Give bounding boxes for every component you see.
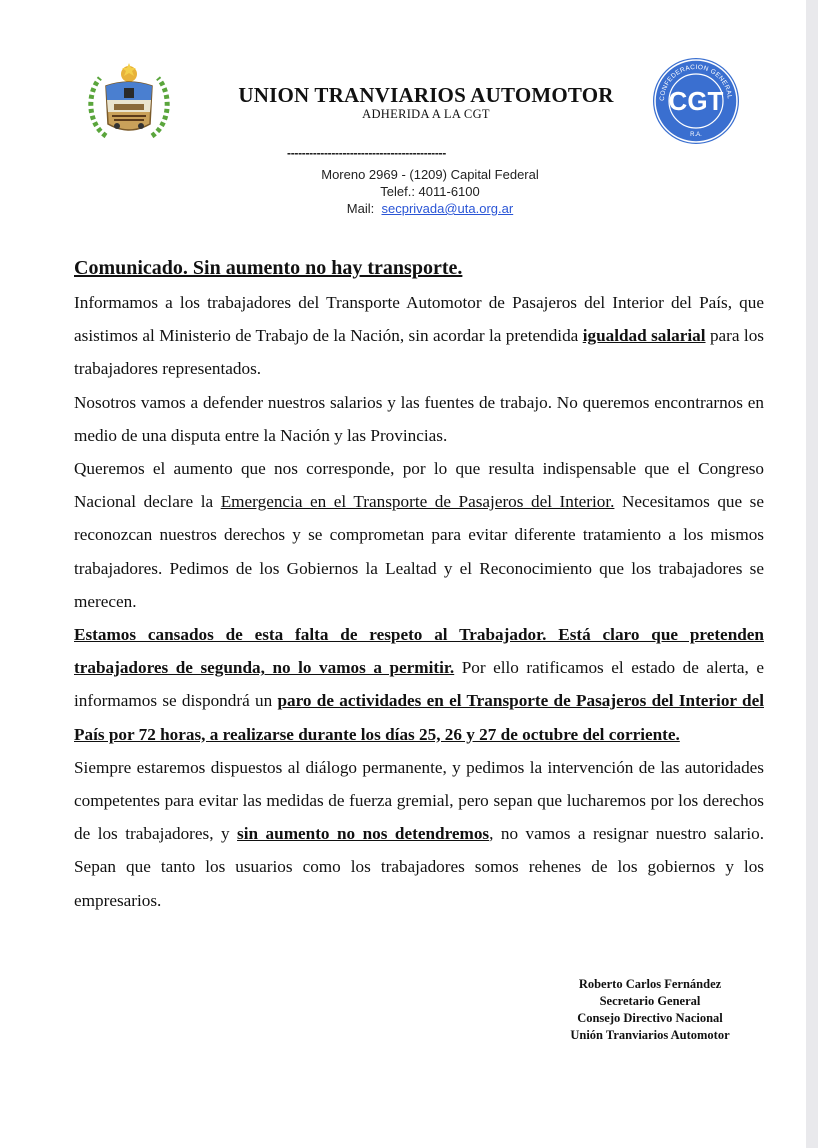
cgt-ring-text: CONFEDERACION GENERAL xyxy=(658,63,733,102)
paragraph-3 xyxy=(74,452,764,618)
paragraph-4 xyxy=(74,618,764,751)
p5-emphasis: sin aumento no nos detendremos xyxy=(237,824,490,844)
paragraph-2: Nosotros vamos a defender nuestros salarios y las fuentes de trabajo. No queremos encontrarnos en medio de una disputa entre la Nación y las Provincias. xyxy=(74,392,764,445)
p5-text: Siempre estaremos dispuestos al diálogo permanente, y pedimos la intervención de las autoridades competentes para evitar las medidas de fuerza gremial, pero sepan que lucharemos por los derechos de los trabajadores, y xyxy=(74,757,764,844)
org-name: UNION TRANVIARIOS AUTOMOTOR xyxy=(238,83,614,107)
signatory-union: Unión Tranviarios Automotor xyxy=(570,1028,730,1042)
p1-emphasis: igualdad salarial xyxy=(582,326,706,346)
p4-emphasis-1: Estamos cansados de esta falta de respeto al Trabajador. Está claro que pretenden trabajadores de segunda, no lo vamos a permitir. xyxy=(74,625,764,678)
address-line: Moreno 2969 - (1209) Capital Federal xyxy=(321,167,539,182)
phone-line: Telef.: 4011-6100 xyxy=(380,184,480,199)
signatory-role: Secretario General xyxy=(599,994,701,1008)
p3-emphasis: Emergencia en el Transporte de Pasajeros del Interior. xyxy=(220,492,615,512)
cgt-logo xyxy=(651,56,741,146)
org-affiliation: ADHERIDA A LA CGT xyxy=(362,107,490,121)
uta-seal-logo xyxy=(84,60,174,146)
p5-text-end: , no vamos a resignar nuestro salario. Sepan que tanto los usuarios como los trabajadores somos rehenes de los gobiernos y los empresarios. xyxy=(74,824,764,910)
p1-text-end: para los trabajadores representados. xyxy=(74,326,764,379)
paragraph-1 xyxy=(74,286,764,386)
p4-emphasis-2: paro de actividades en el Transporte de Pasajeros del Interior del País por 72 horas, a realizarse durante los días 25, 26 y 27 de octubre del corriente. xyxy=(74,691,764,744)
p4-text: Por ello ratificamos el estado de alerta, e informamos se dispondrá un xyxy=(74,658,764,711)
signatory-name: Roberto Carlos Fernández xyxy=(578,977,722,991)
signature-block xyxy=(540,976,760,1044)
signatory-body: Consejo Directivo Nacional xyxy=(577,1011,723,1025)
communique-title: Comunicado. Sin aumento no hay transporte. xyxy=(74,257,463,279)
cgt-letters: CGT xyxy=(668,86,724,116)
mail-line xyxy=(280,201,580,216)
p1-text: Informamos a los trabajadores del Transporte Automotor de Pasajeros del Interior del País, que asistimos al Ministerio de Trabajo de la Nación, sin acordar la pretendida xyxy=(74,293,764,346)
header-divider: ------------------------------------------- xyxy=(287,146,446,160)
p3-text: Queremos el aumento que nos corresponde, por lo que resulta indispensable que el Congreso Nacional declare la xyxy=(74,459,764,512)
viewer-edge xyxy=(806,0,818,1148)
mail-link[interactable]: secprivada@uta.org.ar xyxy=(381,201,514,216)
communique-body xyxy=(74,286,764,917)
cgt-bottom-text: R.A. xyxy=(690,132,702,138)
paragraph-5 xyxy=(74,751,764,917)
p3-text-end: Necesitamos que se reconozcan nuestros derechos y se comprometan para evitar diferente tratamiento a los mismos trabajadores. Pedimos de los Gobiernos la Lealtad y el Reconocimiento que los trabajadores se merecen. xyxy=(74,492,764,611)
mail-label: Mail: xyxy=(346,201,375,216)
